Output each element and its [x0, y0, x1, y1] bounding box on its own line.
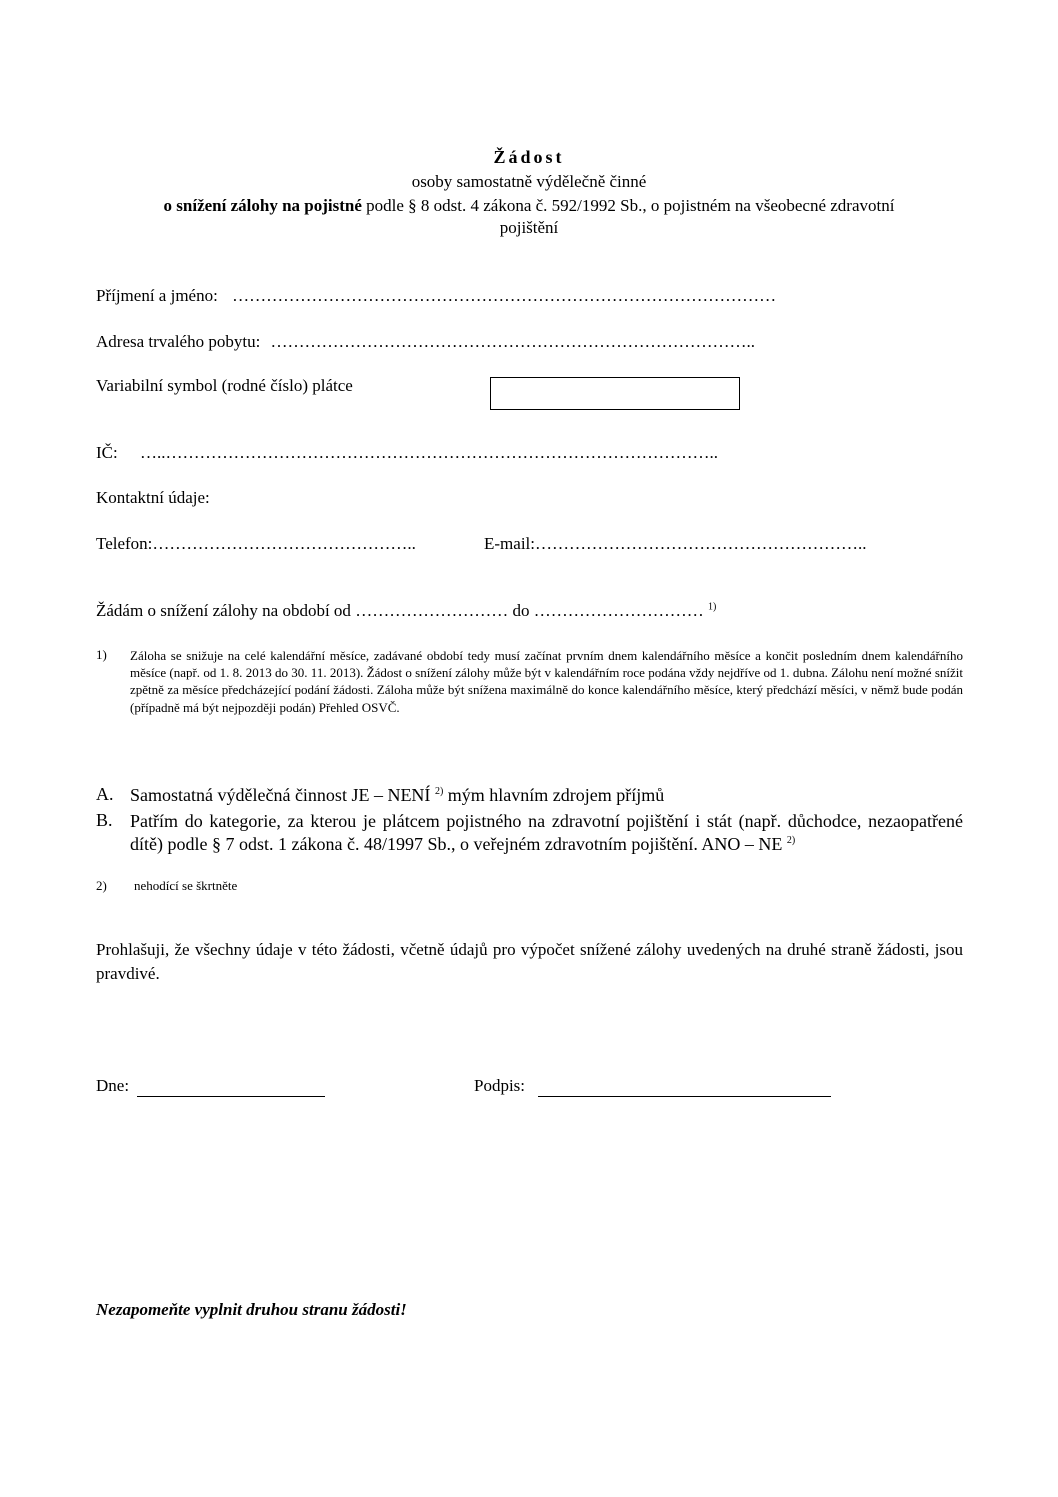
- subject-bold: o snížení zálohy na pojistné: [163, 196, 362, 215]
- contact-label: Kontaktní údaje:: [96, 488, 210, 507]
- document-title: Žádost: [493, 147, 565, 167]
- vs-label: Variabilní symbol (rodné číslo) plátce: [96, 376, 353, 395]
- request-to-field[interactable]: …………………………: [533, 601, 704, 620]
- date-label: Dne:: [96, 1076, 130, 1095]
- signature-line-field[interactable]: [538, 1080, 831, 1097]
- phone-row: [96, 534, 416, 554]
- ic-field[interactable]: …..……………………………………………………………………………………..: [139, 443, 718, 462]
- request-text: Žádám o snížení zálohy na období od: [96, 601, 351, 620]
- document-subtitle: osoby samostatně výdělečně činné: [411, 172, 647, 191]
- name-field[interactable]: ……………………………………………………………………………………: [232, 286, 777, 305]
- email-row: [484, 534, 866, 554]
- phone-label: Telefon:: [96, 534, 153, 553]
- name-label: Příjmení a jméno:: [96, 286, 218, 305]
- vs-input-box[interactable]: [490, 377, 740, 410]
- address-row: [96, 332, 755, 352]
- reminder-text: Nezapomeňte vyplnit druhou stranu žádosti!: [96, 1300, 407, 1319]
- request-footnote-ref: 1): [707, 601, 717, 613]
- item-b-footnote-ref: 2): [786, 835, 796, 846]
- item-a-main: Samostatná výdělečná činnost JE – NENÍ: [130, 785, 431, 805]
- email-label: E-mail:: [484, 534, 535, 553]
- item-a-footnote-ref: 2): [434, 786, 444, 797]
- item-b-text: [130, 810, 963, 856]
- declaration-text: Prohlašuji, že všechny údaje v této žádosti, včetně údajů pro výpočet snížené zálohy uvedených na druhé straně žádosti, jsou pravdivé.: [96, 940, 963, 983]
- footnote1-number: 1): [96, 647, 107, 662]
- subject-rest: podle § 8 odst. 4 zákona č. 592/1992 Sb., o pojistném na všeobecné zdravotní: [361, 196, 895, 215]
- footnote2-text: nehodící se škrtněte: [134, 878, 238, 893]
- item-a-letter: A.: [96, 784, 114, 804]
- footnote1-text: Záloha se snižuje na celé kalendářní měsíce, zadávané období tedy musí začínat prvním dnem kalendářního měsíce a končit posledním dnem kalendářního měsíce (např. od 1. 8. 2013 do 30. 11. 2013). Žádost o snížení zálohy může být v kalendářním roce podána vždy nejdříve od 1. dubna. Zálohu není možné snížit zpětně za měsíce předcházející podání žádosti. Záloha může být snížena maximálně do konce kalendářního měsíce, který předchází měsíci, v němž bude podán (případně má být nejpozději podán) Přehled OSVČ.: [130, 648, 963, 715]
- signature-label: Podpis:: [474, 1076, 526, 1095]
- document-subject-end: pojištění: [499, 218, 559, 237]
- item-a-end: mým hlavním zdrojem příjmů: [443, 785, 665, 805]
- request-row: [96, 601, 716, 621]
- item-a-text: [130, 784, 963, 807]
- item-b-letter: B.: [96, 810, 113, 830]
- address-field[interactable]: …………………………………………………………………………..: [270, 332, 756, 351]
- address-label: Adresa trvalého pobytu:: [96, 332, 261, 351]
- document-subject: [0, 196, 1058, 216]
- item-b-main: Patřím do kategorie, za kterou je plátcem pojistného na zdravotní pojištění i stát (např. důchodce, nezaopatřené dítě) podle § 7 odst. 1 zákona č. 48/1997 Sb., o veřejném zdravotním pojištění. ANO – NE: [130, 811, 963, 854]
- date-line-field[interactable]: [137, 1080, 325, 1097]
- footnote2-number: 2): [96, 878, 107, 893]
- email-field[interactable]: …………………………………………………..: [534, 534, 867, 553]
- ic-row: [96, 443, 718, 463]
- name-row: [96, 286, 776, 306]
- ic-label: IČ:: [96, 443, 118, 462]
- phone-field[interactable]: ………………………………………..: [152, 534, 416, 553]
- request-to-label: do: [512, 601, 530, 620]
- request-from-field[interactable]: ………………………: [355, 601, 509, 620]
